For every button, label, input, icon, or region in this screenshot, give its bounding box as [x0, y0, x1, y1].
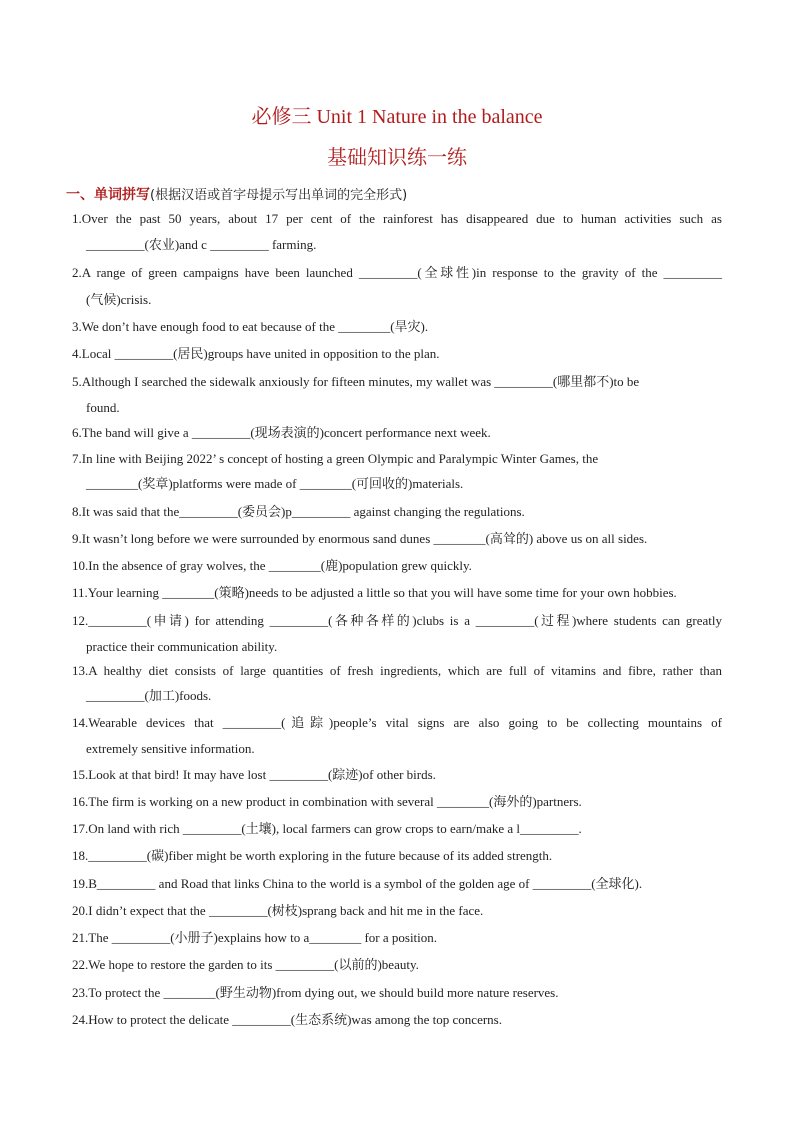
question-line: 12._________(申请) for attending _________(各种各样的)clubs is a _________(过程)where students can greatly	[72, 613, 722, 628]
question-line: _________(农业)and c _________ farming.	[86, 237, 317, 252]
question-line: ________(奖章)platforms were made of ________(可回收的)materials.	[86, 476, 464, 491]
question-line: 1.Over the past 50 years, about 17 per cent of the rainforest has disappeared due to human activities such as	[72, 211, 722, 226]
question-line: found.	[86, 400, 120, 415]
question-line: (气候)crisis.	[86, 292, 152, 307]
question-line: _________(加工)foods.	[86, 688, 212, 703]
question-line: 19.B_________ and Road that links China to the world is a symbol of the golden age of _________(全球化).	[72, 876, 643, 891]
section-heading: 一、单词拼写	[66, 187, 150, 203]
question-line: 14.Wearable devices that _________(追踪)people’s vital signs are also going to be collecting mountains of	[72, 715, 722, 730]
question-line: 4.Local _________(居民)groups have united in opposition to the plan.	[72, 346, 440, 361]
question-line: 18._________(碳)fiber might be worth exploring in the future because of its added strength.	[72, 848, 553, 863]
question-line: 11.Your learning ________(策略)needs to be adjusted a little so that you will have some time for your own hobbies.	[72, 585, 677, 600]
question-line: 7.In line with Beijing 2022’ s concept of hosting a green Olympic and Paralympic Winter Games, the	[72, 451, 599, 466]
question-line: 10.In the absence of gray wolves, the ________(鹿)population grew quickly.	[72, 558, 472, 573]
document-title: 必修三 Unit 1 Nature in the balance	[251, 106, 543, 128]
question-line: 22.We hope to restore the garden to its _________(以前的)beauty.	[72, 957, 419, 972]
section-instruction: (根据汉语或首字母提示写出单词的完全形式)	[150, 188, 408, 203]
question-line: 5.Although I searched the sidewalk anxiously for fifteen minutes, my wallet was _________(哪里都不)to be	[72, 374, 640, 389]
question-line: 24.How to protect the delicate _________(生态系统)was among the top concerns.	[72, 1012, 502, 1027]
document-subtitle: 基础知识练一练	[327, 147, 467, 169]
question-line: 13.A healthy diet consists of large quantities of fresh ingredients, which are full of vitamins and fibre, rather than	[72, 663, 722, 678]
question-line: 15.Look at that bird! It may have lost _________(踪迹)of other birds.	[72, 767, 436, 782]
question-line: practice their communication ability.	[86, 639, 278, 654]
question-line: 9.It wasn’t long before we were surrounded by enormous sand dunes ________(高耸的) above us on all sides.	[72, 531, 648, 546]
question-line: 3.We don’t have enough food to eat because of the ________(旱灾).	[72, 319, 429, 334]
question-line: 2.A range of green campaigns have been launched _________(全球性)in response to the gravity of the _________	[72, 265, 722, 280]
section-header	[66, 185, 407, 206]
question-line: 20.I didn’t expect that the _________(树枝)sprang back and hit me in the face.	[72, 903, 484, 918]
question-line: 16.The firm is working on a new product in combination with several ________(海外的)partners.	[72, 794, 582, 809]
question-line: 21.The _________(小册子)explains how to a________ for a position.	[72, 930, 438, 945]
question-line: extremely sensitive information.	[86, 741, 255, 756]
question-line: 6.The band will give a _________(现场表演的)concert performance next week.	[72, 425, 491, 440]
question-line: 17.On land with rich _________(土壤), local farmers can grow crops to earn/make a l_________.	[72, 821, 582, 836]
question-line: 8.It was said that the_________(委员会)p_________ against changing the regulations.	[72, 504, 525, 519]
question-line: 23.To protect the ________(野生动物)from dying out, we should build more nature reserves.	[72, 985, 559, 1000]
